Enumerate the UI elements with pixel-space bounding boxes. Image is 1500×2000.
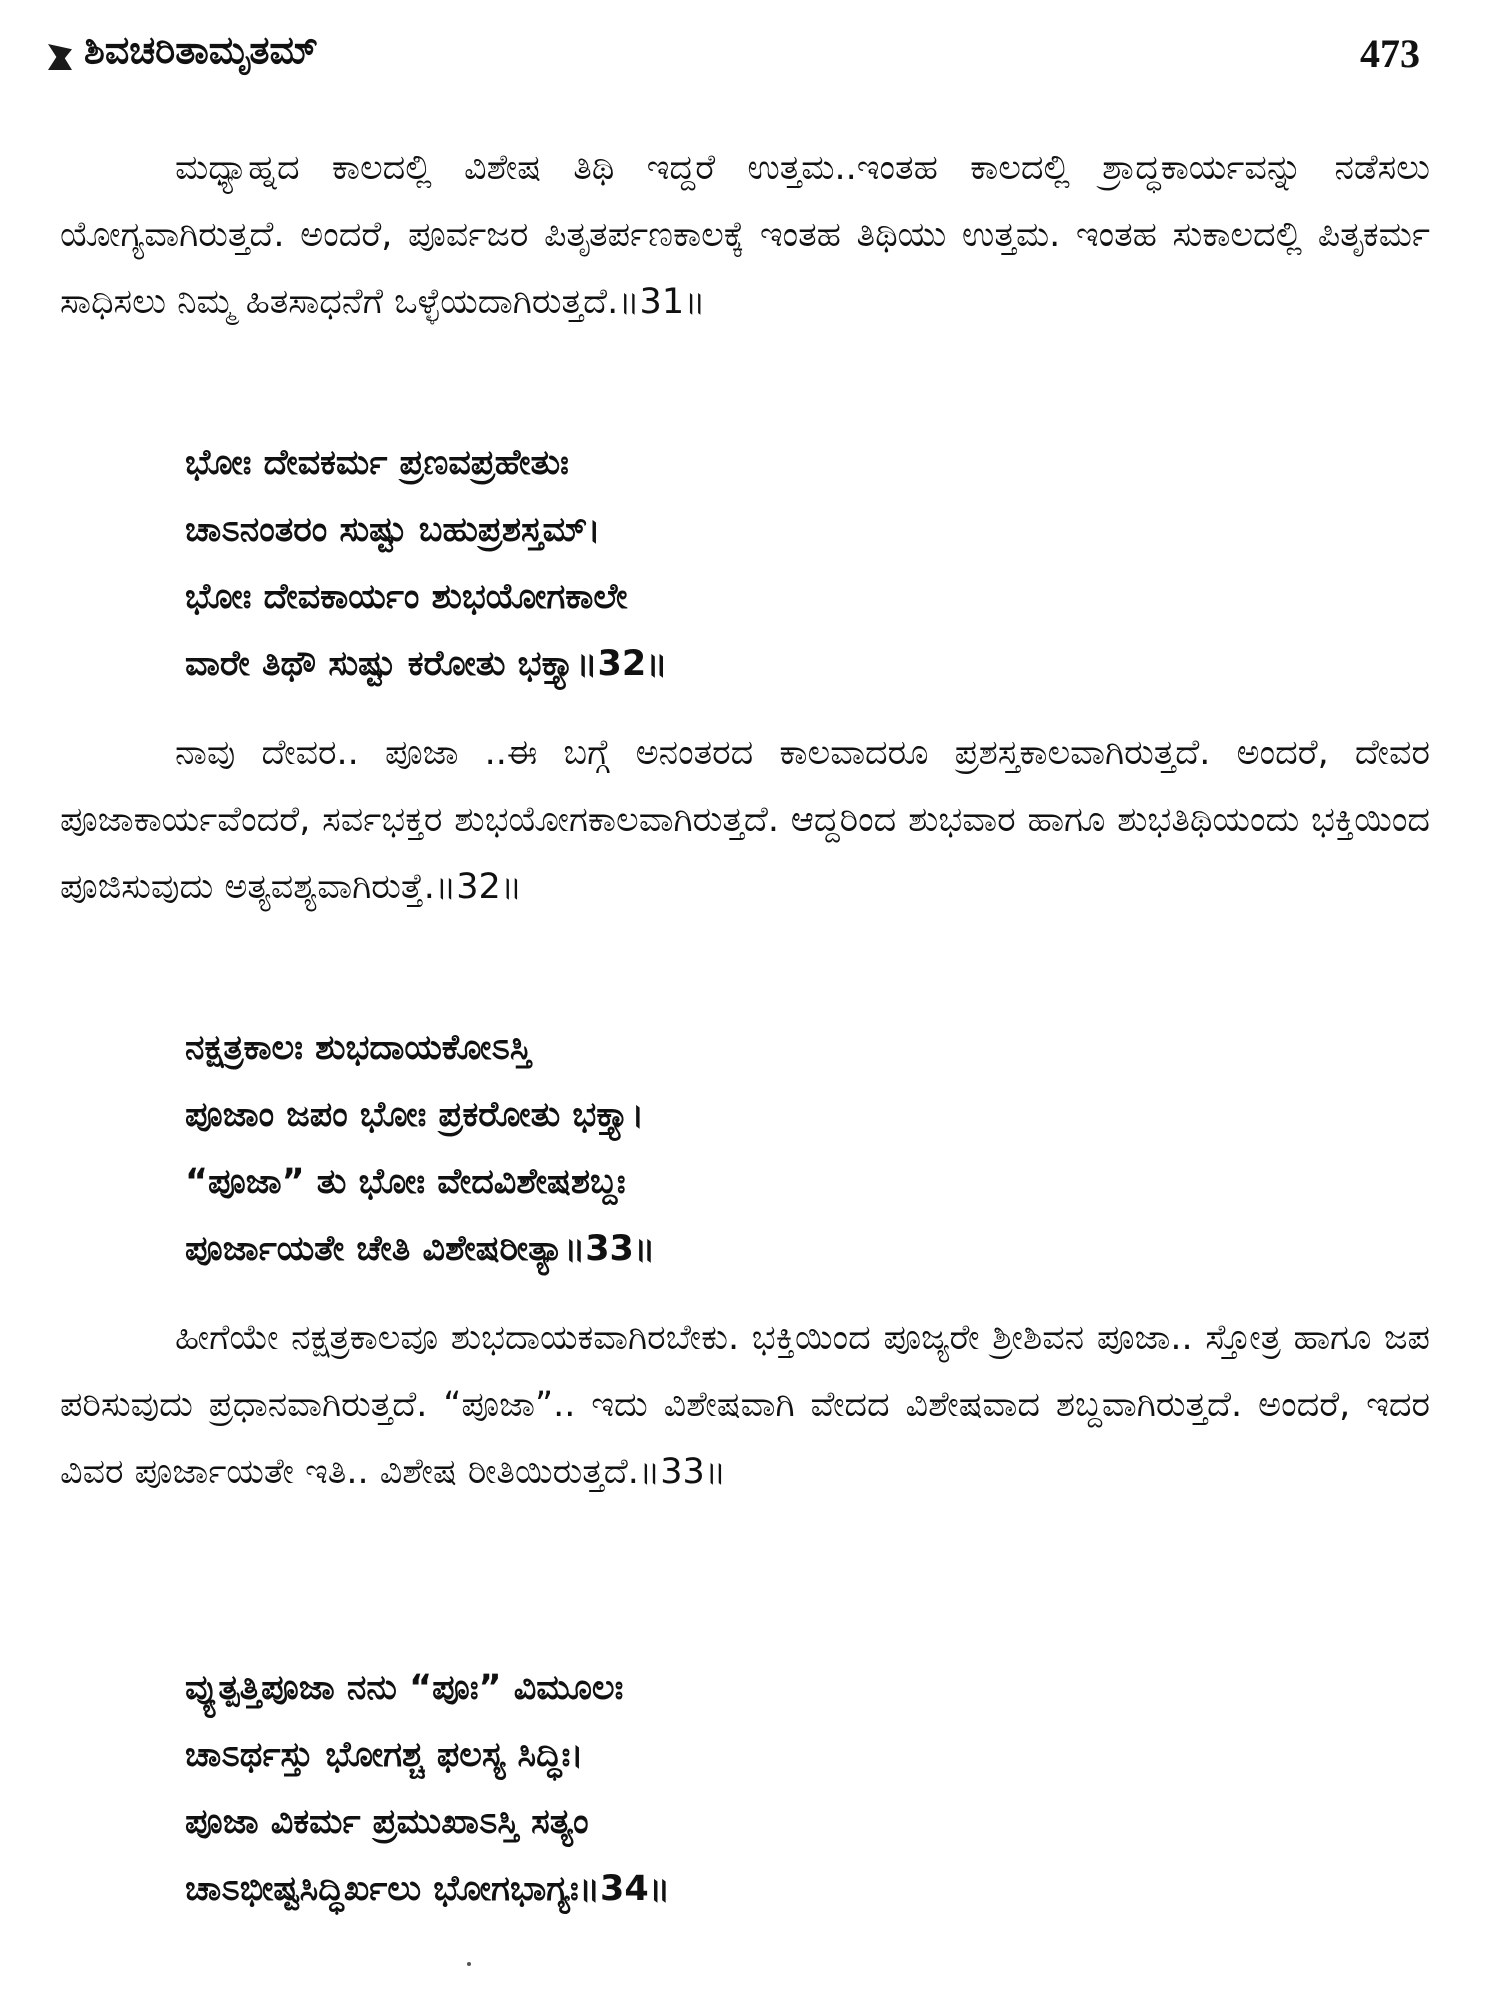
verse-line: ಪೂರ್ಜಾಯತೇ ಚೇತಿ ವಿಶೇಷರೀತ್ಯಾ॥33॥ [185, 1229, 656, 1269]
verse-line: ವಾರೇ ತಿಥೌ ಸುಷ್ಟು ಕರೋತು ಭಕ್ತ್ಯಾ॥32॥ [185, 644, 668, 684]
verse-line: ಚಾಽಭೀಷ್ಟಸಿದ್ಧಿರ್ಖಲು ಭೋಗಭಾಗ್ಯಃ॥34॥ [185, 1869, 671, 1909]
commentary-paragraph-31: ಮಧ್ಯಾಹ್ನದ ಕಾಲದಲ್ಲಿ ವಿಶೇಷ ತಿಥಿ ಇದ್ದರೆ ಉತ್ತಮ..ಇಂತಹ ಕಾಲದಲ್ಲಿ ಶ್ರಾದ್ಧಕಾರ್ಯವನ್ನು ನಡೆಸಲು ಯೋಗ್ಯವಾಗಿರುತ್ತದೆ. ಅಂದರೆ, ಪೂರ್ವಜರ ಪಿತೃತರ್ಪಣಕಾಲಕ್ಕೆ ಇಂತಹ ತಿಥಿಯು ಉತ್ತಮ. ಇಂತಹ ಸುಕಾಲದಲ್ಲಿ ಪಿತೃಕರ್ಮ ಸಾಧಿಸಲು ನಿಮ್ಮ ಹಿತಸಾಧನೆಗೆ ಒಳ್ಳೆಯದಾಗಿರುತ್ತದೆ.॥31॥ [60, 148, 1430, 322]
verse-block-32 [185, 430, 1285, 698]
verse-line: ನಕ್ಷತ್ರಕಾಲಃ ಶುಭದಾಯಕೋಽಸ್ತಿ [185, 1028, 532, 1068]
commentary-paragraph-32: ನಾವು ದೇವರ.. ಪೂಜಾ ..ಈ ಬಗ್ಗೆ ಅನಂತರದ ಕಾಲವಾದರೂ ಪ್ರಶಸ್ತಕಾಲವಾಗಿರುತ್ತದೆ. ಅಂದರೆ, ದೇವರ ಪೂಜಾಕಾರ್ಯವೆಂದರೆ, ಸರ್ವಭಕ್ತರ ಶುಭಯೋಗಕಾಲವಾಗಿರುತ್ತದೆ. ಆದ್ದರಿಂದ ಶುಭವಾರ ಹಾಗೂ ಶುಭತಿಥಿಯಂದು ಭಕ್ತಿಯಿಂದ ಪೂಜಿಸುವುದು ಅತ್ಯವಶ್ಯವಾಗಿರುತ್ತೆ.॥32॥ [60, 733, 1430, 907]
page-number: 473 [1360, 31, 1420, 76]
verse-line: ಚಾಽನಂತರಂ ಸುಷ್ಟು ಬಹುಪ್ರಶಸ್ತಮ್। [185, 510, 601, 550]
verse-line: ಭೋಃ ದೇವಕಾರ್ಯಂ ಶುಭಯೋಗಕಾಲೇ [185, 577, 628, 617]
verse-block-34 [185, 1655, 1285, 1923]
commentary-paragraph-33: ಹೀಗೆಯೇ ನಕ್ಷತ್ರಕಾಲವೂ ಶುಭದಾಯಕವಾಗಿರಬೇಕು. ಭಕ್ತಿಯಿಂದ ಪೂಜ್ಯರೇ ಶ್ರೀಶಿವನ ಪೂಜಾ.. ಸ್ತೋತ್ರ ಹಾಗೂ ಜಪ ಪರಿಸುವುದು ಪ್ರಧಾನವಾಗಿರುತ್ತದೆ. “ಪೂಜಾ”.. ಇದು ವಿಶೇಷವಾಗಿ ವೇದದ ವಿಶೇಷವಾದ ಶಬ್ದವಾಗಿರುತ್ತದೆ. ಅಂದರೆ, ಇದರ ವಿವರ ಪೂರ್ಜಾಯತೇ ಇತಿ.. ವಿಶೇಷ ರೀತಿಯಿರುತ್ತದೆ.॥33॥ [60, 1318, 1430, 1492]
verse-line: ಪೂಜಾಂ ಜಪಂ ಭೋಃ ಪ್ರಕರೋತು ಭಕ್ತ್ಯಾ। [185, 1095, 645, 1135]
page-header [48, 22, 1420, 92]
scan-speck [467, 1962, 471, 1966]
verse-line: “ಪೂಜಾ” ತು ಭೋಃ ವೇದವಿಶೇಷಶಬ್ದಃ [185, 1162, 626, 1202]
running-title: ಶಿವಚರಿತಾಮೃತಮ್ [84, 28, 318, 72]
verse-line: ಚಾಽರ್ಥಸ್ತು ಭೋಗಶ್ಚ ಫಲಸ್ಯ ಸಿದ್ಧಿಃ। [185, 1735, 584, 1775]
ornament-icon [48, 44, 72, 70]
verse-line: ವ್ಯುತ್ಪತ್ತಿಪೂಜಾ ನನು “ಪೂಃ” ವಿಮೂಲಃ [185, 1668, 624, 1708]
verse-line: ಭೋಃ ದೇವಕರ್ಮ ಪ್ರಣವಪ್ರಹೇತುಃ [185, 443, 569, 483]
verse-line: ಪೂಜಾ ವಿಕರ್ಮ ಪ್ರಮುಖಾಽಸ್ತಿ ಸತ್ಯಂ [185, 1802, 589, 1842]
verse-block-33 [185, 1015, 1285, 1283]
